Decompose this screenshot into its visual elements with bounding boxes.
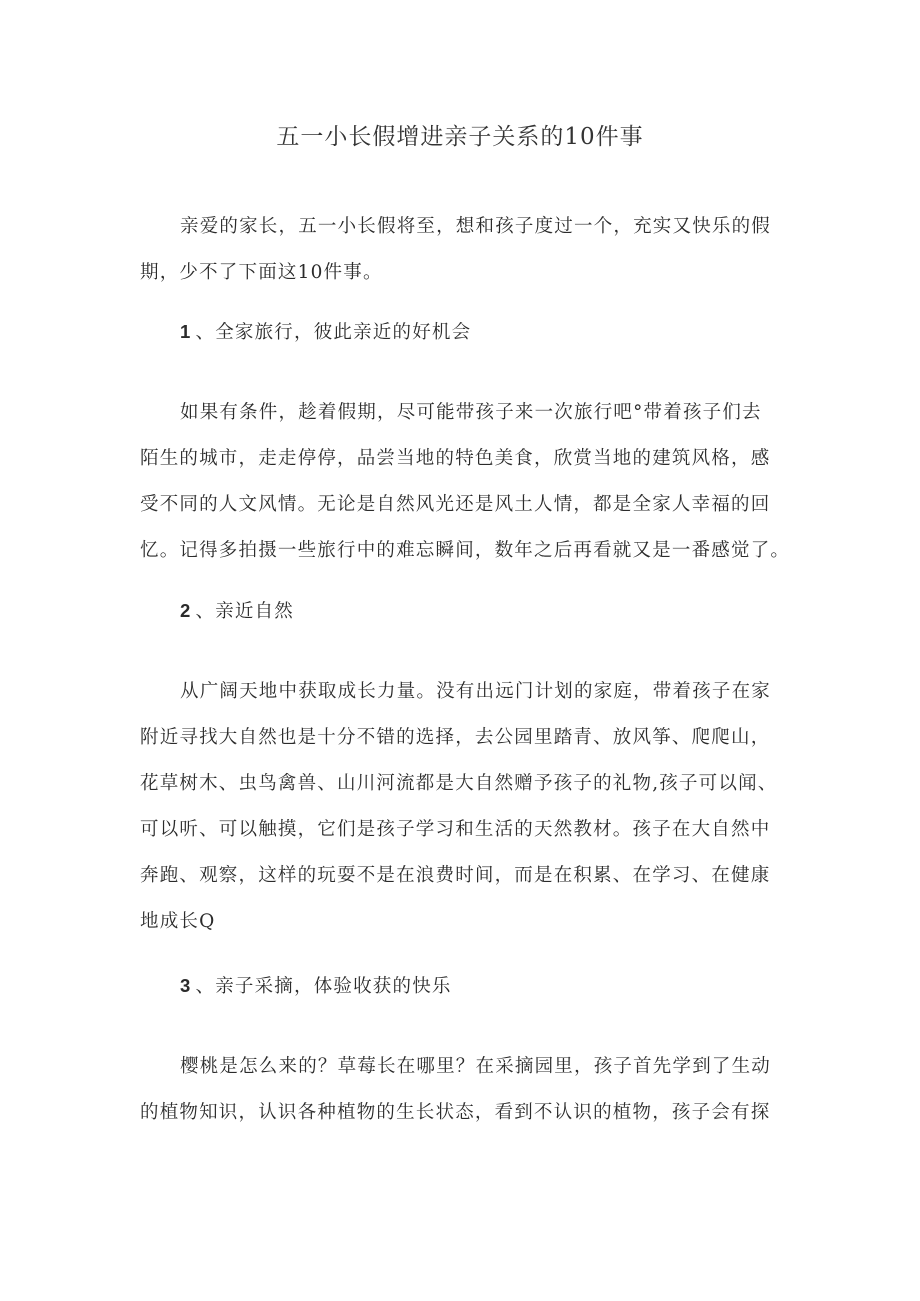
section-number: 1 [180, 321, 192, 342]
paragraph-line: 地成长Q [140, 911, 216, 932]
section-heading-text: 亲子采摘，体验收获的快乐 [215, 976, 452, 997]
paragraph-line: 从广阔天地中获取成长力量。没有出远门计划的家庭，带着孩子在家 [180, 681, 772, 702]
paragraph-line: 如果有条件，趁着假期，尽可能带孩子来一次旅行吧°带着孩子们去 [180, 402, 762, 423]
section-heading-2 [180, 597, 294, 623]
section-separator: 、 [195, 322, 216, 343]
page-title: 五一小长假增进亲子关系的10件事 [276, 124, 644, 150]
paragraph-line: 花草树木、虫鸟禽兽、山川河流都是大自然赠予孩子的礼物,孩子可以闻、 [140, 773, 778, 794]
intro-line-1: 亲爱的家长，五一小长假将至，想和孩子度过一个，充实又快乐的假 [180, 216, 772, 237]
paragraph-line: 的植物知识，认识各种植物的生长状态，看到不认识的植物，孩子会有探 [140, 1102, 771, 1123]
section-heading-1 [180, 318, 471, 344]
paragraph-line: 受不同的人文风情。无论是自然风光还是风土人情，都是全家人幸福的回 [140, 494, 771, 515]
section-heading-text: 全家旅行，彼此亲近的好机会 [215, 322, 472, 343]
paragraph-line: 奔跑、观察，这样的玩耍不是在浪费时间，而是在积累、在学习、在健康 [140, 865, 771, 886]
section-number: 2 [180, 600, 192, 621]
paragraph-line: 陌生的城市，走走停停，品尝当地的特色美食，欣赏当地的建筑风格，感 [140, 448, 771, 469]
section-heading-text: 亲近自然 [215, 601, 295, 622]
paragraph-line: 附近寻找大自然也是十分不错的选择，去公园里踏青、放风筝、爬爬山， [140, 727, 771, 748]
paragraph-line: 樱桃是怎么来的？草莓长在哪里？在采摘园里，孩子首先学到了生动 [180, 1056, 772, 1077]
paragraph-line: 可以听、可以触摸，它们是孩子学习和生活的天然教材。孩子在大自然中 [140, 819, 771, 840]
section-separator: 、 [195, 601, 216, 622]
paragraph-line: 忆。记得多拍摄一些旅行中的难忘瞬间，数年之后再看就又是一番感觉了。 [140, 540, 791, 561]
intro-line-2: 期，少不了下面这10件事。 [140, 262, 383, 283]
section-number: 3 [180, 975, 192, 996]
section-separator: 、 [195, 976, 216, 997]
section-heading-3 [180, 972, 452, 998]
